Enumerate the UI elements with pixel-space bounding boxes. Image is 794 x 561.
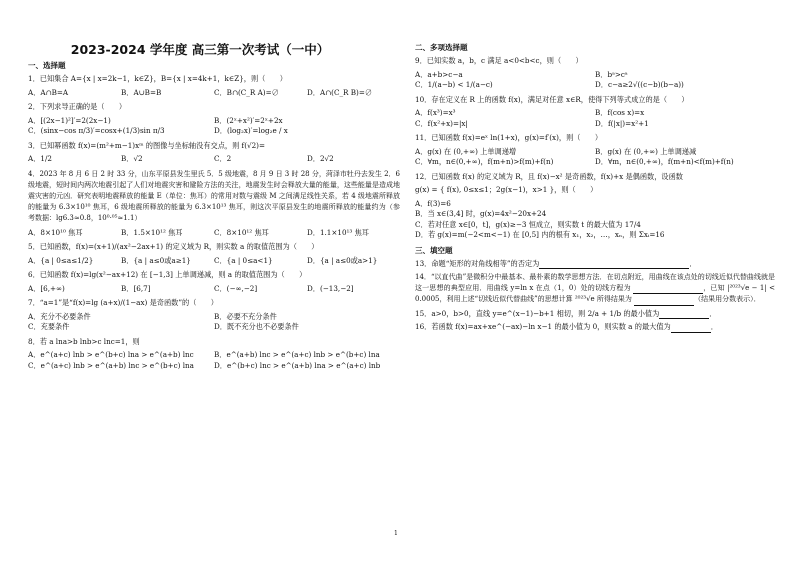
option-a: A．充分不必要条件 xyxy=(28,311,91,321)
option-a: A．8×10¹⁰ 焦耳 xyxy=(28,227,83,237)
question-8: 8．若 a lna>b lnb>c lnc=1，则 xyxy=(28,336,140,346)
section-fill-in: 三、填空题 xyxy=(415,245,453,255)
answer-blank[interactable] xyxy=(659,310,709,319)
question-6-options xyxy=(28,284,400,295)
option-a: A．[(2x−1)²]′=2(2x−1) xyxy=(28,115,111,125)
question-8-options xyxy=(28,350,400,371)
question-15: 15．a>0，b>0，直线 y=e^(x−1)−b+1 相切，则 2/a + 1/b 的最小值为 ． xyxy=(415,308,717,318)
option-b: B．必要不充分条件 xyxy=(214,311,277,321)
option-a: A．[6,+∞) xyxy=(28,283,65,293)
option-c: C．B∩(C_R A)=∅ xyxy=(214,87,279,97)
option-c: C．∀m，n∈(0,+∞)，f(m+n)>f(m)+f(n) xyxy=(415,157,554,166)
question-9: 9．已知实数 a，b，c 满足 a<0<b<c，则（ ） xyxy=(415,56,583,65)
option-d: D．(−13,−2] xyxy=(307,283,354,293)
option-d: D．c−a≥2√((c−b)(b−a)) xyxy=(595,80,684,89)
question-2: 2．下列求导正确的是（ ） xyxy=(28,102,127,111)
answer-blank[interactable] xyxy=(671,324,711,333)
option-c: C．(−∞,−2] xyxy=(214,283,258,293)
answer-blank[interactable] xyxy=(633,285,703,294)
option-b: B．bᵃ>cᵃ xyxy=(595,69,628,79)
left-column xyxy=(28,58,400,375)
option-c: C．充要条件 xyxy=(28,322,70,332)
answer-blank[interactable] xyxy=(634,297,694,306)
question-6: 6．已知函数 f(x)=lg(x²−ax+12) 在 [−1,3] 上单调递减，则 a 的取值范围为（ ） xyxy=(28,270,307,280)
question-10-options xyxy=(415,108,775,129)
question-4: 4．2023 年 8 月 6 日 2 时 33 分，山东平原县发生里氏 5．5 级地震，8 月 9 日 3 时 28 分，菏泽市牡丹去发生 2．6 级地震，短时间内两次地震引起了人们对地震灾害和避险方法的关注，地震发生时会释放大量的能量，这些能量是造成地震灾害的元凶．研究表明地震释放的能量 E（单位：焦耳）的常用对数与震级 M 之间满足线性关系，若 4 级地震所释放的能量为 6.3×10¹⁰ 焦耳，6 级地震所释放的能量为 6.3×10¹³ 焦耳，则这次平原县发生的地震所释放的能量约为（参考数据：lg6.3≈0.8，10⁰·⁰⁵≈1.1） xyxy=(28,169,400,223)
question-14 xyxy=(415,272,775,306)
option-b: B．[6,7] xyxy=(121,283,151,293)
option-c: C．e^(a+c) lnb > e^(a+b) lnc > e^(b+c) lna xyxy=(28,360,194,370)
option-c: C．(sinx−cos π/3)′=cosx+(1/3)sin π/3 xyxy=(28,126,165,135)
option-a: A．e^(a+c) lnb > e^(b+c) lna > e^(a+b) lnc xyxy=(28,350,194,360)
option-d: D．∀m，n∈(0,+∞)，f(m+n)<f(m)+f(n) xyxy=(595,157,734,166)
question-1-options xyxy=(28,88,400,99)
question-2-options xyxy=(28,116,400,137)
option-c: C．1/(a−b) < 1/(a−c) xyxy=(415,80,493,89)
exam-title: 2023-2024 学年度 高三第一次考试（一中） xyxy=(70,42,330,57)
option-d: D．2√2 xyxy=(307,154,334,163)
question-13: 13．命题“矩形的对角线相等”的否定为 ． xyxy=(415,258,697,268)
option-a: A．g(x) 在 (0,+∞) 上单调递增 xyxy=(415,146,517,156)
option-d: D．若 g(x)=m(−2<m<−1) 在 [0,5] 内的根有 x₁，x₂，…，xₙ，则 Σxᵢ=16 xyxy=(415,230,665,239)
option-d: D．f(|x|)=x²+1 xyxy=(595,118,649,128)
question-14-text-2: ，已知 |²⁰²³√e − 1| < 0.0005，利用上述“切线近似代替曲线”的思想计算 ²⁰²³√e 所得结果为 xyxy=(415,284,775,304)
option-c: C．{a | 0≤a<1} xyxy=(214,255,273,265)
question-12-piecewise: g(x) = { f(x), 0≤x≤1；2g(x−1)，x>1 }，则（ ） xyxy=(415,185,598,194)
question-5: 5．已知函数，f(x)=(x+1)/(ax²−2ax+1) 的定义域为 R，则实数 a 的取值范围为（ ） xyxy=(28,242,319,252)
question-5-options xyxy=(28,256,400,267)
option-b: B．(2ˣ+x²)′=2ˣ+2x xyxy=(214,115,283,125)
question-16-text: 16．若函数 f(x)=ax+xe^(−ax)−ln x−1 的最小值为 0，则实数 a 的最大值为 xyxy=(415,322,671,332)
question-4-options xyxy=(28,228,400,239)
option-b: B．A∪B=B xyxy=(121,87,162,97)
section-multiple-choice: 一、选择题 xyxy=(28,61,66,70)
option-c: C．2 xyxy=(214,154,232,163)
option-c: C．若对任意 x∈[0，t]，g(x)≥−3 恒成立，则实数 t 的最大值为 17/4 xyxy=(415,219,641,229)
question-7-options xyxy=(28,312,400,333)
question-3: 3．已知幂函数 f(x)=(m²+m−1)xᵐ 的图像与坐标轴没有交点，则 f(√2)= xyxy=(28,140,265,150)
option-a: A．A∩B=A xyxy=(28,87,69,97)
option-d: D．{a | a≤0或a>1} xyxy=(307,255,378,265)
question-16: 16．若函数 f(x)=ax+xe^(−ax)−ln x−1 的最小值为 0，则实数 a 的最大值为 ． xyxy=(415,322,718,332)
option-a: A．f(3)=6 xyxy=(415,198,451,208)
question-11: 11．已知函数 f(x)=eˣ ln(1+x)，g(x)=f′(x)，则（ ） xyxy=(415,133,603,142)
option-a: A．1/2 xyxy=(28,154,52,163)
option-d: D．A∩(C_R B)=∅ xyxy=(307,87,373,97)
option-b: B．{a | a≤0或a≥1} xyxy=(121,255,191,265)
section-multi-select: 二、多项选择题 xyxy=(415,43,468,52)
option-c: C．8×10¹² 焦耳 xyxy=(214,227,269,237)
option-b: B．√2 xyxy=(121,154,143,163)
option-b: B．g(x) 在 (0,+∞) 上单调递减 xyxy=(595,146,697,156)
option-a: A．a+b>c−a xyxy=(415,69,463,79)
option-b: B．e^(a+b) lnc > e^(a+c) lnb > e^(b+c) lna xyxy=(214,350,380,360)
question-10: 10．存在定义在 R 上的函数 f(x)，满足对任意 x∈R，使得下列等式成立的是（ ） xyxy=(415,94,689,104)
option-a: A．f(x³)=x³ xyxy=(415,108,456,117)
option-d: D．既不充分也不必要条件 xyxy=(214,322,299,332)
question-13-text: 13．命题“矩形的对角线相等”的否定为 xyxy=(415,258,540,268)
question-14-text-1: 14．“以直代曲”是微积分中最基本、最朴素的数学思想方法．在切点附近，用曲线在该点处的切线近似代替曲线就是这一思想的典型应用．用曲线 y=ln x 在点（1，0）处的切线方程为 xyxy=(415,273,775,293)
question-3-options xyxy=(28,154,400,165)
page-number: 1 xyxy=(394,530,398,537)
option-d: D．e^(b+c) lnc > e^(a+b) lna > e^(a+c) lnb xyxy=(214,360,381,370)
question-12-options xyxy=(415,199,775,241)
option-d: D．(log₂x)′=log₂e / x xyxy=(214,126,288,135)
option-c: C．f(x²+x)=|x| xyxy=(415,118,468,128)
right-column xyxy=(415,40,775,336)
option-b: B．f(cos x)=x xyxy=(595,108,645,117)
question-9-options xyxy=(415,70,775,91)
option-a: A．{a | 0≤a≤1/2} xyxy=(28,255,94,265)
question-11-options xyxy=(415,147,775,168)
question-14-text-3: （结果用分数表示）． xyxy=(694,295,761,304)
question-7: 7．“a=1”是“f(x)=lg (a+x)/(1−ax) 是奇函数”的（ ） xyxy=(28,298,218,308)
question-15-text: 15．a>0，b>0，直线 y=e^(x−1)−b+1 相切，则 2/a + 1/b 的最小值为 xyxy=(415,308,660,318)
option-b: B．当 x∈(3,4] 时，g(x)=4x²−20x+24 xyxy=(415,209,547,218)
option-d: D．1.1×10¹³ 焦耳 xyxy=(307,227,369,237)
question-1: 1．已知集合 A={x | x=2k−1，k∈Z}，B={x | x=4k+1，k∈Z}，则（ ） xyxy=(28,74,287,83)
answer-blank[interactable] xyxy=(539,260,689,269)
option-b: B．1.5×10¹² 焦耳 xyxy=(121,227,183,237)
question-12: 12．已知函数 f(x) 的定义域为 R，且 f(x)−x² 是奇函数，f(x)+x 是偶函数，设函数 xyxy=(415,171,683,181)
